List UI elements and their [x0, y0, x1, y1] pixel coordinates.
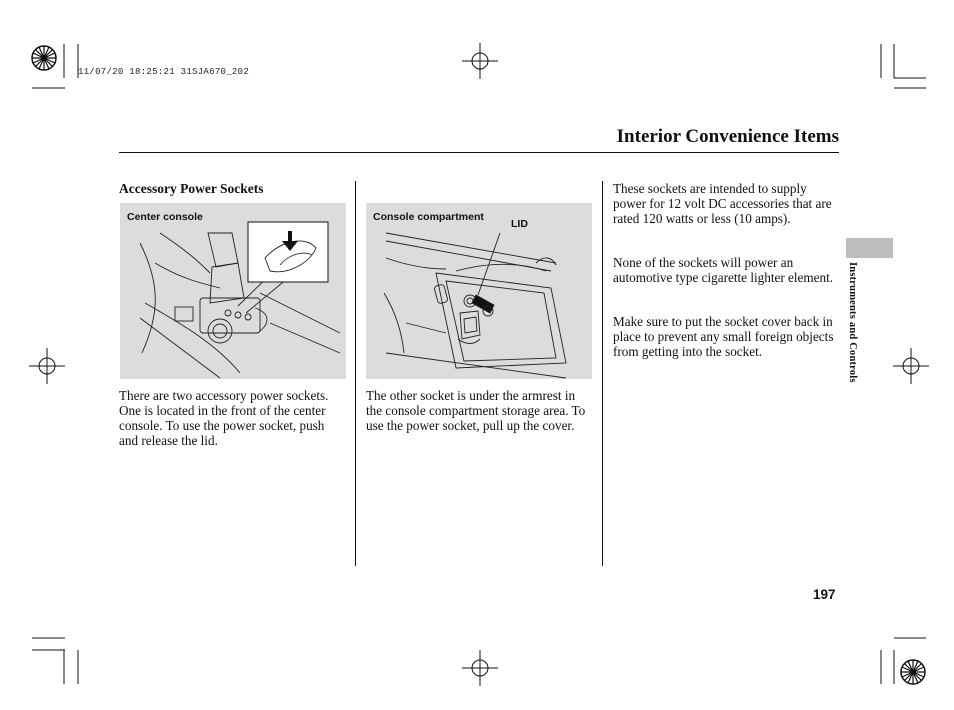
page-title: Interior Convenience Items — [616, 126, 839, 147]
registration-target-bottom — [460, 648, 500, 688]
console-compartment-figure-label: Console compartment — [373, 211, 484, 223]
column3-paragraph-3: Make sure to put the socket cover back in place to prevent any small foreign objects from getting into the socket. — [613, 314, 834, 359]
column-divider-2 — [602, 181, 603, 566]
registration-target-top — [460, 41, 500, 81]
column1-body: There are two accessory power sockets. One is located in the front of the center console. To use the power socket, push and release the lid. — [119, 388, 329, 448]
section-heading: Accessory Power Sockets — [119, 181, 264, 196]
page-number: 197 — [813, 587, 836, 602]
starburst-mark-top-left — [29, 43, 59, 73]
print-stamp: 11/07/20 18:25:21 31SJA670_202 — [78, 67, 250, 77]
section-tab-label: Instruments and Controls — [847, 262, 858, 383]
lid-callout-label: LID — [511, 218, 528, 230]
column3-paragraph-2: None of the sockets will power an automotive type cigarette lighter element. — [613, 255, 834, 285]
section-tab — [846, 238, 893, 258]
center-console-illustration — [120, 203, 346, 379]
column-divider-1 — [355, 181, 356, 566]
console-compartment-illustration — [366, 203, 592, 379]
column2-body: The other socket is under the armrest in the console compartment storage area. To use the power socket, pull up the cover. — [366, 388, 586, 433]
registration-target-right — [891, 346, 931, 386]
column3-paragraph-1: These sockets are intended to supply power for 12 volt DC accessories that are rated 120 watts or less (10 amps). — [613, 181, 832, 226]
starburst-mark-bottom-right — [898, 657, 928, 687]
title-rule — [119, 152, 839, 153]
registration-target-left — [27, 346, 67, 386]
center-console-figure-label: Center console — [127, 211, 203, 223]
